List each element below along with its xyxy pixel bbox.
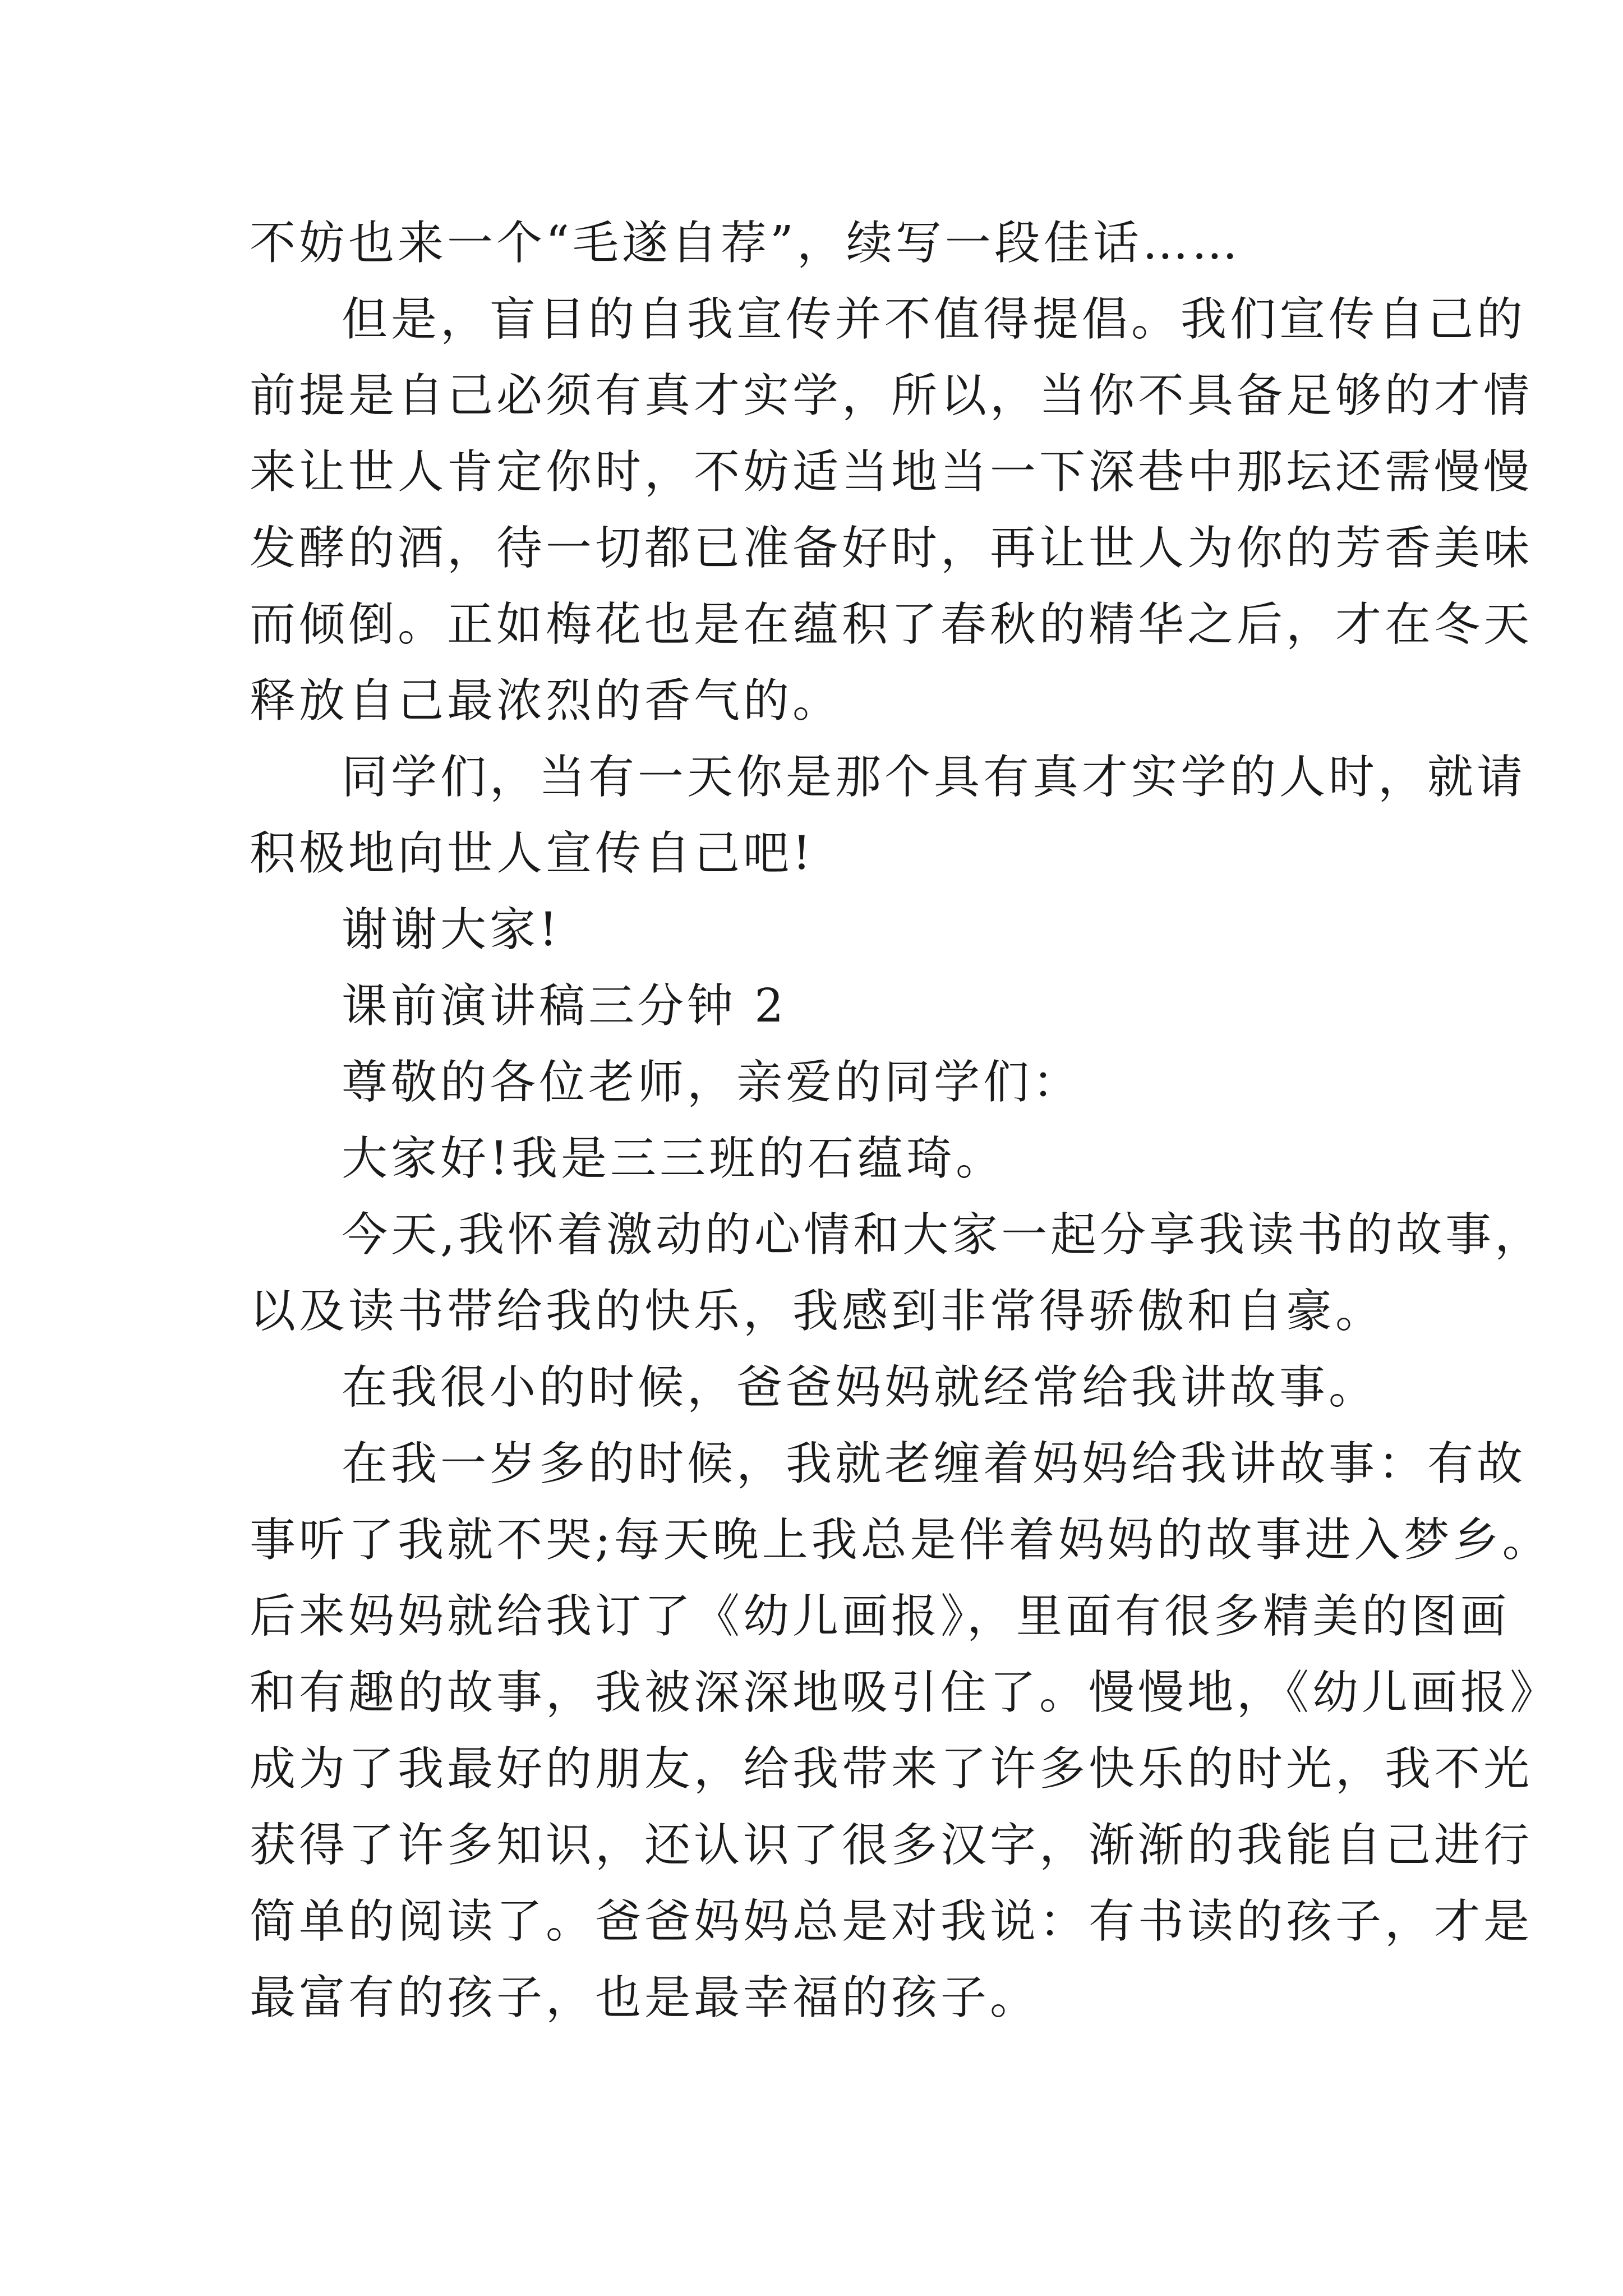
text-line: 释放自己最浓烈的香气的。 [250,674,842,728]
text-line: 发酵的酒，待一切都已准备好时，再让世人为你的芳香美味 [250,522,1533,575]
text-line: 来让世人肯定你时，不妨适当地当一下深巷中那坛还需慢慢 [250,445,1533,499]
text-line: 简单的阅读了。爸爸妈妈总是对我说：有书读的孩子，才是 [250,1895,1533,1948]
text-line: 而倾倒。正如梅花也是在蕴积了春秋的精华之后，才在冬天 [250,598,1533,651]
section-heading: 课前演讲稿三分钟 2 [342,979,787,1033]
text-line: 后来妈妈就给我订了《幼儿画报》，里面有很多精美的图画 [250,1590,1510,1643]
text-line: 谢谢大家! [342,903,561,956]
text-line: 同学们，当有一天你是那个具有真才实学的人时，就请 [342,751,1527,804]
text-line: 事听了我就不哭;每天晚上我总是伴着妈妈的故事进入梦乡。 [250,1513,1552,1567]
text-line: 积极地向世人宣传自己吧! [250,827,814,880]
document-body [250,205,1560,2036]
text-line: 在我很小的时候，爸爸妈妈就经常给我讲故事。 [342,1361,1378,1414]
text-line: 前提是自己必须有真才实学，所以，当你不具备足够的才情 [250,369,1533,422]
text-line: 大家好!我是三三班的石蕴琦。 [342,1132,1005,1185]
text-line: 获得了许多知识，还认识了很多汉字，渐渐的我能自己进行 [250,1819,1533,1872]
text-line: 但是，盲目的自我宣传并不值得提倡。我们宣传自己的 [342,293,1527,346]
text-line: 和有趣的故事，我被深深地吸引住了。慢慢地，《幼儿画报》 [250,1666,1560,1719]
text-line: 今天,我怀着激动的心情和大家一起分享我读书的故事， [342,1208,1544,1262]
text-line: 以及读书带给我的快乐，我感到非常得骄傲和自豪。 [250,1285,1385,1338]
text-line: 在我一岁多的时候，我就老缠着妈妈给我讲故事：有故 [342,1437,1527,1490]
text-line: 成为了我最好的朋友，给我带来了许多快乐的时光，我不光 [250,1742,1533,1796]
text-line: 尊敬的各位老师，亲爱的同学们： [342,1056,1082,1109]
text-line: 不妨也来一个“毛遂自荐”，续写一段佳话…… [250,217,1241,270]
text-line: 最富有的孩子，也是最幸福的孩子。 [250,1971,1040,2024]
